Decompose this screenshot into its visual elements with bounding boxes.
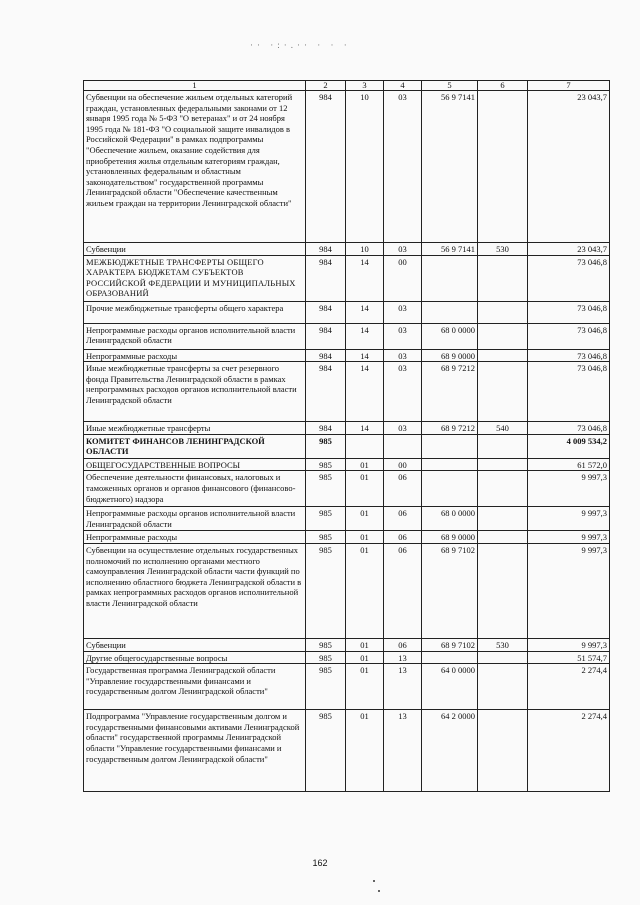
section-code: 01 <box>346 651 384 664</box>
amount: 61 572,0 <box>528 458 610 471</box>
amount: 73 046,8 <box>528 323 610 349</box>
target-article-code: 68 9 0000 <box>422 531 478 544</box>
expense-type-code: 540 <box>478 422 528 435</box>
table-row <box>84 323 610 349</box>
table-row <box>84 458 610 471</box>
subsection-code: 06 <box>384 507 422 531</box>
table-row <box>84 664 610 710</box>
target-article-code: 68 9 7212 <box>422 362 478 422</box>
amount: 23 043,7 <box>528 91 610 243</box>
amount: 73 046,8 <box>528 362 610 422</box>
subsection-code: 13 <box>384 710 422 792</box>
row-name: Иные межбюджетные трансферты <box>84 422 306 435</box>
amount: 23 043,7 <box>528 243 610 256</box>
row-name: Прочие межбюджетные трансферты общего характера <box>84 301 306 323</box>
ved-code: 985 <box>306 531 346 544</box>
table-row <box>84 471 610 507</box>
row-name: Иные межбюджетные трансферты за счет резервного фонда Правительства Ленинградской области в рамках непрограммных расходов органов исполнительной власти Ленинградской области <box>84 362 306 422</box>
ved-code: 985 <box>306 638 346 651</box>
expense-type-code <box>478 543 528 638</box>
row-name: Субвенции на обеспечение жильем отдельных категорий граждан, установленных федеральными законами от 12 января 1995 года № 5-ФЗ "О ветеранах" и от 24 ноября 1995 года № 181-ФЗ "О социальной защите инвалидов в Российской Федерации" в рамках подпрограммы "Обеспечение жильем, оказание содействия для приобретения жилья отдельным категориям граждан, установленных федеральным и областным законодательством" государственной программы Ленинградской области "Обеспечение качественным жильем граждан на территории Ленинградской области" <box>84 91 306 243</box>
section-code: 01 <box>346 531 384 544</box>
header-cell: 1 <box>84 81 306 91</box>
row-name: Субвенции <box>84 638 306 651</box>
subsection-code: 06 <box>384 638 422 651</box>
expense-type-code <box>478 323 528 349</box>
header-cell: 2 <box>306 81 346 91</box>
subsection-code: 03 <box>384 362 422 422</box>
row-name: Государственная программа Ленинградской области "Управление государственными финансами и государственным долгом Ленинградской области" <box>84 664 306 710</box>
section-code: 01 <box>346 664 384 710</box>
ved-code: 985 <box>306 651 346 664</box>
header-cell: 4 <box>384 81 422 91</box>
row-name: Непрограммные расходы органов исполнительной власти Ленинградской области <box>84 507 306 531</box>
target-article-code: 64 2 0000 <box>422 710 478 792</box>
amount: 9 997,3 <box>528 638 610 651</box>
subsection-code: 00 <box>384 458 422 471</box>
ved-code: 985 <box>306 471 346 507</box>
ved-code: 984 <box>306 243 346 256</box>
target-article-code: 68 0 0000 <box>422 507 478 531</box>
subsection-code: 03 <box>384 91 422 243</box>
row-name: Субвенции <box>84 243 306 256</box>
amount: 4 009 534,2 <box>528 434 610 458</box>
target-article-code <box>422 255 478 301</box>
row-name: КОМИТЕТ ФИНАНСОВ ЛЕНИНГРАДСКОЙ ОБЛАСТИ <box>84 434 306 458</box>
section-code: 14 <box>346 362 384 422</box>
target-article-code: 68 0 0000 <box>422 323 478 349</box>
subsection-code: 06 <box>384 531 422 544</box>
amount: 51 574,7 <box>528 651 610 664</box>
ved-code: 984 <box>306 422 346 435</box>
table-row <box>84 543 610 638</box>
section-code: 14 <box>346 301 384 323</box>
amount: 2 274,4 <box>528 664 610 710</box>
section-code: 01 <box>346 638 384 651</box>
expense-type-code <box>478 664 528 710</box>
table-row <box>84 434 610 458</box>
section-code: 01 <box>346 458 384 471</box>
ved-code: 984 <box>306 91 346 243</box>
header-cell: 3 <box>346 81 384 91</box>
amount: 73 046,8 <box>528 422 610 435</box>
amount: 73 046,8 <box>528 255 610 301</box>
scan-speck <box>373 880 375 882</box>
subsection-code: 03 <box>384 301 422 323</box>
expense-type-code <box>478 710 528 792</box>
section-code: 14 <box>346 422 384 435</box>
amount: 9 997,3 <box>528 543 610 638</box>
row-name: ОБЩЕГОСУДАРСТВЕННЫЕ ВОПРОСЫ <box>84 458 306 471</box>
section-code: 10 <box>346 243 384 256</box>
target-article-code: 68 9 7102 <box>422 638 478 651</box>
target-article-code: 56 9 7141 <box>422 243 478 256</box>
expense-type-code <box>478 301 528 323</box>
row-name: Субвенции на осуществление отдельных государственных полномочий по исполнению органами местного самоуправления Ленинградской области части функций по исполнению областного бюджета Ленинградской области в рамках непрограммных расходов органов исполнительной власти Ленинградской области <box>84 543 306 638</box>
table-row <box>84 422 610 435</box>
ved-code: 985 <box>306 434 346 458</box>
ved-code: 985 <box>306 507 346 531</box>
target-article-code: 56 9 7141 <box>422 91 478 243</box>
table-row <box>84 507 610 531</box>
ved-code: 985 <box>306 543 346 638</box>
amount: 2 274,4 <box>528 710 610 792</box>
section-code: 01 <box>346 543 384 638</box>
ved-code: 985 <box>306 710 346 792</box>
ved-code: 984 <box>306 362 346 422</box>
subsection-code: 06 <box>384 471 422 507</box>
subsection-code: 03 <box>384 243 422 256</box>
subsection-code: 13 <box>384 651 422 664</box>
subsection-code: 03 <box>384 323 422 349</box>
expense-type-code <box>478 255 528 301</box>
subsection-code: 00 <box>384 255 422 301</box>
ved-code: 984 <box>306 323 346 349</box>
ved-code: 985 <box>306 458 346 471</box>
row-name: Непрограммные расходы <box>84 531 306 544</box>
row-name: Обеспечение деятельности финансовых, налоговых и таможенных органов и органов финансового (финансово-бюджетного) надзора <box>84 471 306 507</box>
column-number-row <box>84 81 610 91</box>
expense-type-code <box>478 362 528 422</box>
target-article-code <box>422 458 478 471</box>
target-article-code: 64 0 0000 <box>422 664 478 710</box>
table-row <box>84 638 610 651</box>
header-cell: 5 <box>422 81 478 91</box>
amount: 73 046,8 <box>528 301 610 323</box>
target-article-code <box>422 301 478 323</box>
table-row <box>84 301 610 323</box>
subsection-code: 13 <box>384 664 422 710</box>
subsection-code <box>384 434 422 458</box>
scan-speck <box>378 890 380 892</box>
section-code: 01 <box>346 471 384 507</box>
amount: 9 997,3 <box>528 471 610 507</box>
target-article-code <box>422 651 478 664</box>
ved-code: 984 <box>306 349 346 362</box>
section-code: 14 <box>346 255 384 301</box>
ved-code: 985 <box>306 664 346 710</box>
table-row <box>84 710 610 792</box>
budget-table <box>83 80 610 792</box>
amount: 73 046,8 <box>528 349 610 362</box>
table-row <box>84 362 610 422</box>
table-row <box>84 243 610 256</box>
row-name: МЕЖБЮДЖЕТНЫЕ ТРАНСФЕРТЫ ОБЩЕГО ХАРАКТЕРА БЮДЖЕТАМ СУБЪЕКТОВ РОССИЙСКОЙ ФЕДЕРАЦИИ И МУНИЦИПАЛЬНЫХ ОБРАЗОВАНИЙ <box>84 255 306 301</box>
row-name: Непрограммные расходы <box>84 349 306 362</box>
expense-type-code <box>478 471 528 507</box>
target-article-code: 68 9 7102 <box>422 543 478 638</box>
subsection-code: 06 <box>384 543 422 638</box>
expense-type-code: 530 <box>478 638 528 651</box>
expense-type-code <box>478 434 528 458</box>
scan-artifact: ·· ·:·.·· · · · <box>250 40 351 50</box>
ved-code: 984 <box>306 301 346 323</box>
section-code: 14 <box>346 323 384 349</box>
section-code: 10 <box>346 91 384 243</box>
row-name: Непрограммные расходы органов исполнительной власти Ленинградской области <box>84 323 306 349</box>
row-name: Другие общегосударственные вопросы <box>84 651 306 664</box>
table-row <box>84 531 610 544</box>
amount: 9 997,3 <box>528 507 610 531</box>
target-article-code <box>422 434 478 458</box>
amount: 9 997,3 <box>528 531 610 544</box>
page-number: 162 <box>312 858 328 868</box>
header-cell: 6 <box>478 81 528 91</box>
expense-type-code <box>478 91 528 243</box>
section-code <box>346 434 384 458</box>
subsection-code: 03 <box>384 349 422 362</box>
table-row <box>84 349 610 362</box>
expense-type-code: 530 <box>478 243 528 256</box>
section-code: 01 <box>346 710 384 792</box>
expense-type-code <box>478 458 528 471</box>
table-row <box>84 91 610 243</box>
expense-type-code <box>478 651 528 664</box>
section-code: 14 <box>346 349 384 362</box>
header-cell: 7 <box>528 81 610 91</box>
row-name: Подпрограмма "Управление государственным долгом и государственными финансовыми активами Ленинградской области" государственной программы Ленинградской области "Управление государственными финансами и государственным долгом Ленинградской области" <box>84 710 306 792</box>
expense-type-code <box>478 531 528 544</box>
subsection-code: 03 <box>384 422 422 435</box>
expense-type-code <box>478 349 528 362</box>
target-article-code: 68 9 7212 <box>422 422 478 435</box>
target-article-code <box>422 471 478 507</box>
table-row <box>84 651 610 664</box>
ved-code: 984 <box>306 255 346 301</box>
target-article-code: 68 9 0000 <box>422 349 478 362</box>
expense-type-code <box>478 507 528 531</box>
section-code: 01 <box>346 507 384 531</box>
table-row <box>84 255 610 301</box>
